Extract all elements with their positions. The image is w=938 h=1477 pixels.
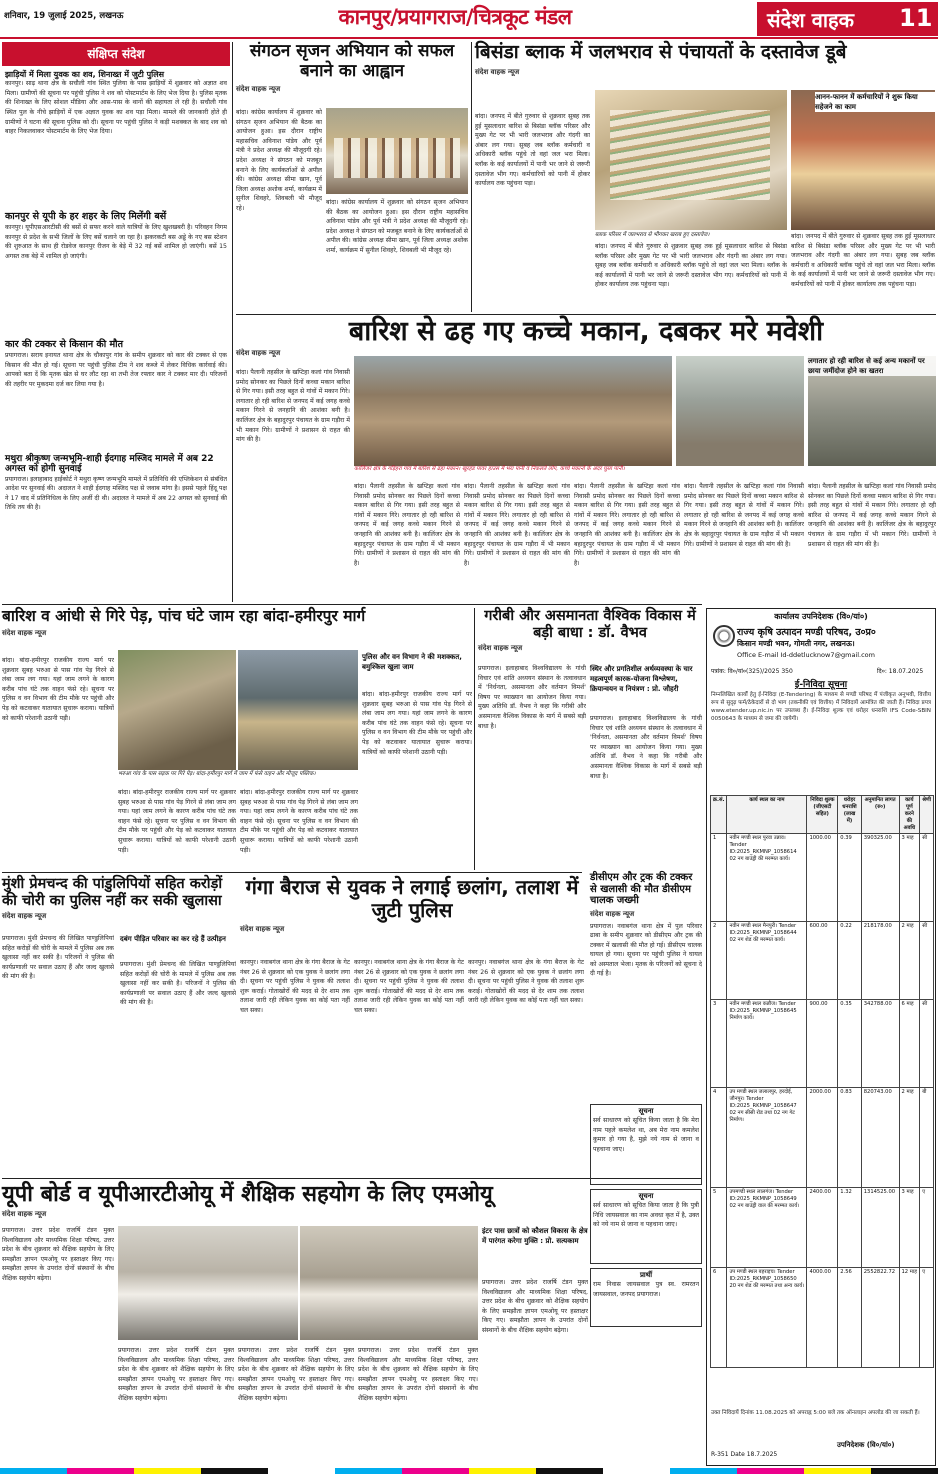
brief-item bbox=[5, 340, 227, 451]
article-road-jam bbox=[2, 608, 472, 870]
photo-caption: भरुआ गांव के पास सड़क पर गिरे पेड़। बांदा-हमीरपुर मार्ग में जाम में फंसे वाहन और मौजूद पब्लिक। bbox=[118, 771, 358, 778]
table-row bbox=[711, 1088, 934, 1188]
masthead bbox=[0, 0, 938, 38]
cell: 0.39 bbox=[838, 834, 861, 922]
article-text: बांदा। जनपद में बीते गुरुवार से शुक्रवार सुबह तक हुई मूसलाधार बारिश से बिसंडा ब्लॉक परिसर और मुख्य गेट पर भी भारी जलभराव और गंदगी का अंबार लग गया। सुबह जब ब्लॉक कर्मचारी व अधिकारी ब्लॉक पहुंचे तो वहां जल भरा मिला। ब्लॉक के कई कार्यालयों में पानी भर जाने से जरूरी दस्तावेज भीग गए। कर्मचारियों को पानी में होकर कार्यालय तक पहुंचना पड़ा। bbox=[475, 113, 590, 188]
col-header: क्र.सं. bbox=[711, 796, 727, 834]
notice-title: सूचना bbox=[638, 1192, 654, 1200]
section-rule bbox=[2, 604, 702, 605]
cell: नवीन मण्डी स्थल मैनपुरी। Tender ID:2025_RKMNP_1058644 02 नग शेड की मरम्मत कार्य। bbox=[727, 922, 807, 1000]
article-text-cont: बांदा। बांदा-हमीरपुर राजकीय राज्य मार्ग पर शुक्रवार सुबह भरुआ से पास गांव पेड़ गिरने से लंबा जाम लग गया। यहां जाम लगने के कारण करीब पांच घंटे तक वाहन फंसे रहे। सूचना पर पुलिस व वन विभाग की टीम मौके पर पहुंची और पेड़ को कटवाकर यातायात सुचारू कराया। यात्रियों को काफी परेशानी उठानी पड़ी। bbox=[118, 789, 236, 854]
page-number: 11 bbox=[899, 4, 933, 32]
fallen-tree-photo bbox=[118, 650, 236, 770]
cell: 1.32 bbox=[838, 1188, 861, 1268]
article-headline: बारिश व आंधी से गिरे पेड़, पांच घंटे जाम रहा बांदा-हमीरपुर मार्ग bbox=[2, 607, 366, 625]
side-headline: पुलिस और वन विभाग ने की मशक्कत, बमुश्किल खुला जाम bbox=[362, 653, 462, 671]
header-date: शनिवार, 19 जुलाई 2025, लखनऊ bbox=[4, 11, 124, 21]
brief-text: कानपुर। यूपीएसआरटीसी की बसों से सफर करने वाले यात्रियों के लिए खुशखबरी है। परिवहन निगम कानपुर से प्रदेश के सभी जिलों के लिए बसें चलाने जा रहा है। झकरकटी बस अड्डे के नए बस स्टेशन की शुरुआत के साथ ही रोडवेज कानपुर रीजन के बेड़े में 32 नई बसें शामिल हो जाएंगी। बसें 15 अगस्त तक बेड़े में शामिल हो जाएंगी। bbox=[5, 223, 227, 260]
article-dcm-accident bbox=[590, 872, 702, 1102]
col-header: धरोहर धनराशि (लाख में) bbox=[838, 796, 861, 834]
photo-caption: ब्लाक परिसर में जलभराव से भीगकर खराब हुए दस्तावेज। bbox=[595, 232, 787, 239]
article-text: प्रयागराज। उत्तर प्रदेश राजर्षि टंडन मुक्त विश्वविद्यालय और माध्यमिक शिक्षा परिषद, उत्तर प्रदेश के बीच शुक्रवार को शैक्षिक सहयोग के लिए समझौता ज्ञापन एमओयू पर हस्ताक्षर किए गए। समझौता ज्ञापन के उपरांत दोनों संस्थानों के बीच शैक्षिक सहयोग बढ़ेगा। bbox=[2, 1227, 114, 1282]
brief-title: संक्षिप्त संदेश bbox=[87, 47, 145, 61]
side-headline: स्थिर और प्रगतिशील अर्थव्यवस्था के चार महत्वपूर्ण कारक-योजना विश्लेषण, क्रियान्वयन व नियंत्रण : प्रो. जौहरी bbox=[590, 665, 693, 693]
brief-text: प्रयागराज। इलाहाबाद हाईकोर्ट ने मथुरा कृष्ण जन्मभूमि मामले में प्रतिनिधि की एप्लिकेशन से संबंधित आदेश पर सुनवाई की। अदालत ने शाही ईदगाह मस्जिद पक्ष से जवाब मांगा है। इससे पहले हिंदू पक्ष ने 17 वाद में प्रतिनिधित्व के लिए अर्जी दी थी। अदालत ने मामले में अब 22 अगस्त को सुनवाई की तिथि तय की है। bbox=[5, 475, 227, 512]
byline: संदेश वाहक न्यूज bbox=[590, 909, 635, 918]
cell: 0.22 bbox=[838, 922, 861, 1000]
byline: संदेश वाहक न्यूज bbox=[240, 925, 285, 933]
article-text-side: बांदा। पैलानी तहसील के खप्टिहा कलां गांव निवासी प्रमोद सोनकर का पिछले दिनों कच्चा मकान बारिश से गिर गया। इसी तरह बहुत से गांवों में मकान गिरे। लगातार हो रही बारिश से जनपद में कई जगह कच्चे मकान गिरने से जनहानि की आशंका बनी है। कालिंजर क्षेत्र के बहादुरपुर पंचायत के ग्राम गड़ौरा में भी मकान गिरे। ग्रामीणों ने प्रशासन से राहत की मांग की है। bbox=[808, 483, 936, 548]
article-text-cont: बांदा। पैलानी तहसील के खप्टिहा कलां गांव निवासी प्रमोद सोनकर का पिछले दिनों कच्चा मकान बारिश से गिर गया। इसी तरह बहुत से गांवों में मकान गिरे। लगातार हो रही बारिश से जनपद में कई जगह कच्चे मकान गिरने से जनहानि की आशंका बनी है। कालिंजर क्षेत्र के बहादुरपुर पंचायत के ग्राम गड़ौरा में भी मकान गिरे। ग्रामीणों ने प्रशासन से राहत की मांग की है। bbox=[354, 483, 460, 567]
brief-column bbox=[2, 42, 230, 602]
cell: 390325.00 bbox=[861, 834, 899, 922]
tender-ref: पत्रांक: वि०/यां०(325)/2025 350 bbox=[711, 668, 793, 675]
notice-text: सर्व साधारण को सूचित किया जाता है कि पुत्री निधि जायसवाल का नाम अवधा कृत में है, उक्त को नये नाम से जाना व पहचाना जाए। bbox=[593, 1202, 699, 1229]
side-headline: आनन-फानन में कर्मचारियों ने शुरू किया सहेजने का काम bbox=[815, 92, 935, 112]
documents-photo bbox=[595, 90, 787, 230]
byline: संदेश वाहक न्यूज bbox=[2, 628, 47, 637]
cell: सी bbox=[920, 922, 934, 1000]
column-divider bbox=[232, 42, 233, 602]
mou-group-photo bbox=[300, 1226, 478, 1340]
flooded-area-photo bbox=[676, 356, 804, 466]
article-text-side: प्रयागराज। इलाहाबाद विश्वविद्यालय के गांधी विचार एवं शांति अध्ययन संस्थान के तत्वावधान में 'निर्धनता, असमानता और वर्तमान विमर्श' विषय पर व्याख्यान का आयोजन किया गया। मुख्य अतिथि डॉ. वैभव ने कहा कि गरीबी और असमानता वैश्विक विकास के मार्ग में सबसे बड़ी बाधा है। bbox=[590, 715, 702, 780]
tender-body: निम्नलिखित कार्यों हेतु ई-निविदा (E-Tendering) के माध्यम से मण्डी परिषद में पंजीकृत अनुभवी, वित्तीय रूप से सुदृढ़ फर्म/ठेकेदारों से दो भाग (तकनीकी एवं वित्तीय) में निविदायें आमंत्रित की जाती हैं। निविदा प्रपत्र www.etender.up.nic.in पर उपलब्ध हैं। ई-निविदा शुल्क एवं धरोहर धनराशि IFS Code-SBIN 0050643 के माध्यम से जमा की जायेगी। bbox=[711, 692, 931, 722]
cell: 4000.00 bbox=[807, 1268, 838, 1368]
article-headline: बिसंडा ब्लाक में जलभराव से पंचायतों के दस्तावेज डूबे bbox=[475, 41, 847, 63]
byline: संदेश वाहक न्यूज bbox=[475, 67, 520, 76]
article-text-cont: कानपुर। नवाबगंज थाना क्षेत्र के गंगा बैराज के गेट नंबर 26 से शुक्रवार को एक युवक ने छलांग लगा दी। सूचना पर पहुंची पुलिस ने युवक की तलाश शुरू कराई। गोताखोरों की मदद से देर शाम तक तलाश जारी रही लेकिन युवक का कोई पता नहीं चल सका। bbox=[468, 959, 584, 1005]
article-text-cont: प्रयागराज। उत्तर प्रदेश राजर्षि टंडन मुक्त विश्वविद्यालय और माध्यमिक शिक्षा परिषद, उत्तर प्रदेश के बीच शुक्रवार को शैक्षिक सहयोग के लिए समझौता ज्ञापन एमओयू पर हस्ताक्षर किए गए। समझौता ज्ञापन के उपरांत दोनों संस्थानों के बीच शैक्षिक सहयोग बढ़ेगा। bbox=[118, 1347, 234, 1402]
article-text-side: बांदा। जनपद में बीते गुरुवार से शुक्रवार सुबह तक हुई मूसलाधार बारिश से बिसंडा ब्लॉक परिसर और मुख्य गेट पर भी भारी जलभराव और गंदगी का अंबार लग गया। सुबह जब ब्लॉक कर्मचारी व अधिकारी ब्लॉक पहुंचे तो वहां जल भरा मिला। ब्लॉक के कई कार्यालयों में पानी भर जाने से जरूरी दस्तावेज भीग गए। कर्मचारियों को पानी में होकर कार्यालय तक पहुंचना पड़ा। bbox=[791, 233, 935, 288]
cell: 900.00 bbox=[807, 1000, 838, 1088]
brief-headline: कार की टक्कर से किसान की मौत bbox=[5, 339, 124, 350]
article-ganga-barrage bbox=[240, 876, 584, 1176]
article-premchand-theft bbox=[2, 876, 236, 1176]
col-header: कार्य स्थल का नाम bbox=[727, 796, 807, 834]
brand-logo: संदेश वाहक bbox=[767, 8, 854, 32]
cell: 600.00 bbox=[807, 922, 838, 1000]
cell: 3 माह bbox=[899, 834, 920, 922]
byline: संदेश वाहक न्यूज bbox=[236, 85, 281, 94]
cell: 6 माह bbox=[899, 1000, 920, 1088]
article-text: बांदा। कांग्रेस कार्यालय में शुक्रवार को संगठन सृजन अभियान की बैठक का आयोजन हुआ। इस दौरान राष्ट्रीय महासचिव अविनाश पांडेय और पूर्व मंत्री ने प्रदेश अध्यक्ष की मौजूदगी रहे। प्रदेश अध्यक्ष ने संगठन को मजबूत बनाने के लिए कार्यकर्ताओं से अपील की। कांग्रेस अध्यक्ष सीमा खान, पूर्व जिला अध्यक्ष अशोक शर्मा, कार्यक्रम में सुनील शिवहरे, शिवबली भी मौजूद रहे। bbox=[236, 109, 322, 212]
brief-item bbox=[5, 70, 227, 199]
article-text: बांदा। बांदा-हमीरपुर राजकीय राज्य मार्ग पर शुक्रवार सुबह भरुआ से पास गांव पेड़ गिरने से लंबा जाम लग गया। यहां जाम लगने के कारण करीब पांच घंटे तक वाहन फंसे रहे। सूचना पर पुलिस व वन विभाग की टीम मौके पर पहुंची और पेड़ को कटवाकर यातायात सुचारू कराया। यात्रियों को काफी परेशानी उठानी पड़ी। bbox=[2, 657, 114, 722]
article-text-cont: प्रयागराज। उत्तर प्रदेश राजर्षि टंडन मुक्त विश्वविद्यालय और माध्यमिक शिक्षा परिषद, उत्तर प्रदेश के बीच शुक्रवार को शैक्षिक सहयोग के लिए समझौता ज्ञापन एमओयू पर हस्ताक्षर किए गए। समझौता ज्ञापन के उपरांत दोनों संस्थानों के बीच शैक्षिक सहयोग बढ़ेगा। bbox=[238, 1347, 354, 1402]
cell: 2.56 bbox=[838, 1268, 861, 1368]
tender-table-wrap bbox=[710, 795, 934, 1368]
col-header: अनुमानित लागत (रु०) bbox=[861, 796, 899, 834]
cell: 2 माह bbox=[899, 1088, 920, 1188]
article-text-cont: बांदा। बांदा-हमीरपुर राजकीय राज्य मार्ग पर शुक्रवार सुबह भरुआ से पास गांव पेड़ गिरने से लंबा जाम लग गया। यहां जाम लगने के कारण करीब पांच घंटे तक वाहन फंसे रहे। सूचना पर पुलिस व वन विभाग की टीम मौके पर पहुंची और पेड़ को कटवाकर यातायात सुचारू कराया। यात्रियों को काफी परेशानी उठानी पड़ी। bbox=[240, 789, 358, 854]
article-headline: गरीबी और असमानता वैश्विक विकास में बड़ी बाधा : डॉ. वैभव bbox=[484, 608, 696, 641]
notice-text: राम निवास जायसवाल पुत्र स्व. रामरतन जायसवाल, जनपद प्रयागराज। bbox=[593, 1281, 699, 1298]
tender-office: कार्यालय उपनिदेशक (वि०/यां०) bbox=[774, 612, 868, 621]
side-headline: इंटर पास छात्रों को कौशल विकास के क्षेत्र में पारंगत करेगा मुक्ति : प्रो. सत्यकाम bbox=[482, 1227, 588, 1245]
article-headline: डीसीएम और ट्रक की टक्कर से खलासी की मौत डीसीएम चालक जख्मी bbox=[590, 872, 693, 906]
cell: बी bbox=[920, 1088, 934, 1188]
side-headline: लगातार हो रही बारिश से कई अन्य मकानों पर छाया जमींदोज होने का खतरा bbox=[808, 356, 936, 376]
cell: ए bbox=[920, 1188, 934, 1268]
brief-headline: कानपुर से यूपी के हर शहर के लिए मिलेंगी बसें bbox=[5, 211, 167, 222]
byline: संदेश वाहक न्यूज bbox=[2, 912, 47, 921]
article-text: प्रयागराज। इलाहाबाद विश्वविद्यालय के गांधी विचार एवं शांति अध्ययन संस्थान के तत्वावधान में 'निर्धनता, असमानता और वर्तमान विमर्श' विषय पर व्याख्यान का आयोजन किया गया। मुख्य अतिथि डॉ. वैभव ने कहा कि गरीबी और असमानता वैश्विक विकास के मार्ग में सबसे बड़ी बाधा है। bbox=[478, 665, 586, 730]
header-rule bbox=[0, 37, 938, 39]
mou-signing-photo bbox=[118, 1226, 298, 1340]
notice-box bbox=[590, 1189, 702, 1264]
brand-box bbox=[757, 2, 938, 36]
article-text-cont: कानपुर। नवाबगंज थाना क्षेत्र के गंगा बैराज के गेट नंबर 26 से शुक्रवार को एक युवक ने छलांग लगा दी। सूचना पर पहुंची पुलिस ने युवक की तलाश शुरू कराई। गोताखोरों की मदद से देर शाम तक तलाश जारी रही लेकिन युवक का कोई पता नहीं चल सका। bbox=[354, 959, 464, 1014]
table-row bbox=[711, 1268, 934, 1368]
article-headline: यूपी बोर्ड व यूपीआरटीओयू में शैक्षिक सहयोग के लिए एमओयू bbox=[2, 1182, 493, 1207]
table-row bbox=[711, 834, 934, 922]
cell: 3 bbox=[711, 1000, 727, 1088]
cell: 5 bbox=[711, 1188, 727, 1268]
article-congress-meeting bbox=[236, 42, 468, 312]
color-registration-strip bbox=[0, 1468, 938, 1474]
tender-table bbox=[710, 795, 934, 1368]
group-photo bbox=[326, 108, 468, 194]
article-text: कानपुर। नवाबगंज थाना क्षेत्र के गंगा बैराज के गेट नंबर 26 से शुक्रवार को एक युवक ने छलांग लगा दी। सूचना पर पहुंची पुलिस ने युवक की तलाश शुरू कराई। गोताखोरों की मदद से देर शाम तक तलाश जारी रही लेकिन युवक का कोई पता नहीं चल सका। bbox=[240, 959, 350, 1014]
article-text: बांदा। पैलानी तहसील के खप्टिहा कलां गांव निवासी प्रमोद सोनकर का पिछले दिनों कच्चा मकान बारिश से गिर गया। इसी तरह बहुत से गांवों में मकान गिरे। लगातार हो रही बारिश से जनपद में कई जगह कच्चे मकान गिरने से जनहानि की आशंका बनी है। कालिंजर क्षेत्र के बहादुरपुर पंचायत के ग्राम गड़ौरा में भी मकान गिरे। ग्रामीणों ने प्रशासन से राहत की मांग की है। bbox=[236, 369, 350, 444]
column-divider bbox=[474, 608, 475, 870]
tender-address: किसान मण्डी भवन, गोमती नगर, लखनऊ। bbox=[737, 639, 855, 648]
notice-box bbox=[590, 1268, 702, 1327]
cell: 2400.00 bbox=[807, 1188, 838, 1268]
cell: 0.83 bbox=[838, 1088, 861, 1188]
cell: 3 माह bbox=[899, 1188, 920, 1268]
cell: 218178.00 bbox=[861, 922, 899, 1000]
table-row bbox=[711, 1000, 934, 1088]
article-houses-collapse bbox=[236, 316, 936, 602]
article-headline: गंगा बैराज से युवक ने लगाई छलांग, तलाश में जुटी पुलिस bbox=[245, 875, 579, 922]
cell: सी bbox=[920, 834, 934, 922]
tender-date: दि०: 18.07.2025 bbox=[877, 668, 924, 675]
cell: सी bbox=[920, 1000, 934, 1088]
collapsed-house-photo bbox=[354, 356, 672, 466]
col-header: श्रेणी bbox=[920, 796, 934, 834]
cell: नवीन मण्डी स्थल कन्नौज। Tender ID:2025_RKMNP_1058645 निर्माण कार्य। bbox=[727, 1000, 807, 1088]
col-header: निविदा शुल्क (जीएसटी सहित) bbox=[807, 796, 838, 834]
article-text-cont: बांदा। पैलानी तहसील के खप्टिहा कलां गांव निवासी प्रमोद सोनकर का पिछले दिनों कच्चा मकान बारिश से गिर गया। इसी तरह बहुत से गांवों में मकान गिरे। लगातार हो रही बारिश से जनपद में कई जगह कच्चे मकान गिरने से जनहानि की आशंका बनी है। कालिंजर क्षेत्र के बहादुरपुर पंचायत के ग्राम गड़ौरा में भी मकान गिरे। ग्रामीणों ने प्रशासन से राहत की मांग की है। bbox=[574, 483, 680, 567]
cell: 0.35 bbox=[838, 1000, 861, 1088]
tender-signature: उपनिदेशक (वि०/यां०) bbox=[837, 1441, 895, 1449]
article-text: प्रयागराज। मुंशी प्रेमचन्द की लिखित पाण्डुलिपियां सहित करोड़ों की चोरी के मामले में पुलिस अब तक खुलासा नहीं कर सकी है। परिजनों ने पुलिस की कार्यप्रणाली पर सवाल उठाए हैं और जल्द खुलासे की मांग की है। bbox=[2, 935, 114, 981]
tender-footer-text: उक्त निविदायें दिनांक 11.08.2025 को अपराह्न 5:00 बजे तक ऑनलाइन अपलोड की जा सकती हैं। bbox=[711, 1410, 920, 1416]
notice-title: सूचना bbox=[638, 1107, 654, 1115]
brief-item bbox=[5, 454, 227, 593]
article-text-side: प्रयागराज। मुंशी प्रेमचन्द की लिखित पाण्डुलिपियां सहित करोड़ों की चोरी के मामले में पुलिस अब तक खुलासा नहीं कर सकी है। परिजनों ने पुलिस की कार्यप्रणाली पर सवाल उठाए हैं और जल्द खुलासे की मांग की है। bbox=[120, 961, 236, 1007]
article-text: प्रयागराज। नवाबगंज थाना क्षेत्र में पुल परिवार ढाबा के समीप शुक्रवार को डीसीएम और ट्रक की टक्कर में खलासी की मौत हो गई। डीसीएम चालक घायल हो गया। सूचना पर पहुंची पुलिस ने घायल को अस्पताल भेजा। मृतक के परिजनों को सूचना दे दी गई है। bbox=[590, 922, 702, 978]
cell: 1314525.00 bbox=[861, 1188, 899, 1268]
col-header: कार्य पूर्ण करने की अवधि bbox=[899, 796, 920, 834]
cell: उप मण्डी स्थल बहराइच। Tender ID:2025_RKMNP_1058650 20 नग शेड की मरम्मत तथा अन्य कार्य। bbox=[727, 1268, 807, 1368]
photo-caption: कालिंजर क्षेत्र के गड़िहरा गांव में बारिश से ढहा मकान। खुरहंड पावर हाउस में भरा पानी व निकलते लोग, कच्चे मकानों के अंदर घुसा पानी। bbox=[354, 466, 804, 473]
notice-text: सर्व साधारण को सूचित किया जाता है कि मेरा नाम पहले कमलेश था, अब मेरा नाम कमलेश कुमार हो गया है, मुझे नये नाम से जाना व पहचाना जाए। bbox=[593, 1117, 699, 1153]
brief-headline: मथुरा श्रीकृष्ण जन्मभूमि-शाही ईदगाह मस्जिद मामले में अब 22 अगस्त को होगी सुनवाई bbox=[5, 454, 214, 475]
mandi-logo bbox=[713, 625, 735, 647]
cell: 1 bbox=[711, 834, 727, 922]
byline: संदेश वाहक न्यूज bbox=[478, 644, 523, 653]
cell: उपमण्डी स्थल लालगंज। Tender ID:2025_RKMNP_1058649 02 नग बाउंड्री वाल की मरम्मत कार्य। bbox=[727, 1188, 807, 1268]
cell: 4 bbox=[711, 1088, 727, 1188]
cell: 342788.00 bbox=[861, 1000, 899, 1088]
traffic-jam-photo bbox=[238, 650, 358, 770]
notice-box bbox=[590, 1104, 702, 1185]
byline: संदेश वाहक न्यूज bbox=[236, 349, 281, 358]
cell: 12 माह bbox=[899, 1268, 920, 1368]
article-text-side: प्रयागराज। उत्तर प्रदेश राजर्षि टंडन मुक्त विश्वविद्यालय और माध्यमिक शिक्षा परिषद, उत्तर प्रदेश के बीच शुक्रवार को शैक्षिक सहयोग के लिए समझौता ज्ञापन एमओयू पर हस्ताक्षर किए गए। समझौता ज्ञापन के उपरांत दोनों संस्थानों के बीच शैक्षिक सहयोग बढ़ेगा। bbox=[482, 1279, 588, 1334]
cell: 2 माह bbox=[899, 922, 920, 1000]
cell: नवीन मण्डी स्थल पुरवा उन्नाव। Tender ID:2025_RKMNP_1058614 02 नग बाउंड्री की मरम्मत कार्य। bbox=[727, 834, 807, 922]
byline: संदेश वाहक न्यूज bbox=[2, 1210, 47, 1219]
tender-notice bbox=[706, 608, 936, 1466]
brief-headline: झाड़ियों में मिला युवक का शव, शिनाख्त में जुटी पुलिस bbox=[5, 70, 165, 79]
article-text-cont: बांदा। पैलानी तहसील के खप्टिहा कलां गांव निवासी प्रमोद सोनकर का पिछले दिनों कच्चा मकान बारिश से गिर गया। इसी तरह बहुत से गांवों में मकान गिरे। लगातार हो रही बारिश से जनपद में कई जगह कच्चे मकान गिरने से जनहानि की आशंका बनी है। कालिंजर क्षेत्र के बहादुरपुर पंचायत के ग्राम गड़ौरा में भी मकान गिरे। ग्रामीणों ने प्रशासन से राहत की मांग की है। bbox=[464, 483, 570, 567]
brief-item bbox=[5, 212, 227, 333]
article-headline: मुंशी प्रेमचन्द की पांडुलिपियों सहित करोड़ों की चोरी का पुलिस नहीं कर सकी खुलासा bbox=[2, 876, 223, 909]
tender-email: Office E-mail Id-ddetlucknow7@gmail.com bbox=[737, 651, 875, 659]
article-bisanda bbox=[475, 42, 935, 312]
article-headline: संगठन सृजन अभियान को सफल बनाने का आह्वान bbox=[249, 41, 455, 81]
column-divider bbox=[471, 42, 472, 312]
cell: 820743.00 bbox=[861, 1088, 899, 1188]
article-text-cont: बांदा। कांग्रेस कार्यालय में शुक्रवार को संगठन सृजन अभियान की बैठक का आयोजन हुआ। इस दौरान राष्ट्रीय महासचिव अविनाश पांडेय और पूर्व मंत्री ने प्रदेश अध्यक्ष की मौजूदगी रहे। प्रदेश अध्यक्ष ने संगठन को मजबूत बनाने के लिए कार्यकर्ताओं से अपील की। कांग्रेस अध्यक्ष सीमा खान, पूर्व जिला अध्यक्ष अशोक शर्मा, कार्यक्रम में सुनील शिवहरे, शिवबली भी मौजूद रहे। bbox=[326, 199, 468, 254]
article-text-cont: बांदा। जनपद में बीते गुरुवार से शुक्रवार सुबह तक हुई मूसलाधार बारिश से बिसंडा ब्लॉक परिसर और मुख्य गेट पर भी भारी जलभराव और गंदगी का अंबार लग गया। सुबह जब ब्लॉक कर्मचारी व अधिकारी ब्लॉक पहुंचे तो वहां जल भरा मिला। ब्लॉक के कई कार्यालयों में पानी भर जाने से जरूरी दस्तावेज भीग गए। कर्मचारियों को पानी में होकर कार्यालय तक पहुंचना पड़ा। bbox=[595, 243, 787, 289]
article-text-cont: प्रयागराज। उत्तर प्रदेश राजर्षि टंडन मुक्त विश्वविद्यालय और माध्यमिक शिक्षा परिषद, उत्तर प्रदेश के बीच शुक्रवार को शैक्षिक सहयोग के लिए समझौता ज्ञापन एमओयू पर हस्ताक्षर किए गए। समझौता ज्ञापन के उपरांत दोनों संस्थानों के बीच शैक्षिक सहयोग बढ़ेगा। bbox=[358, 1347, 478, 1402]
brief-text: प्रयागराज। सराय इनायत थाना क्षेत्र के चौकापुर गांव के समीप शुक्रवार को कार की टक्कर से एक किसान की मौत हो गई। सूचना पर पहुंची पुलिस टीम ने शव कब्जे में लेकर विधिक कार्रवाई की। आपको बता दें कि मृतक खेत से घर लौट रहा था तभी तेज रफ्तार कार ने टक्कर मार दी। परिजनों की तहरीर पर मुकदमा दर्ज कर लिया गया है। bbox=[5, 351, 227, 388]
section-rule bbox=[2, 872, 582, 873]
cell: 2 bbox=[711, 922, 727, 1000]
notice-title: प्रार्थी bbox=[639, 1271, 653, 1279]
table-row bbox=[711, 1188, 934, 1268]
brief-text: कानपुर। साढ़ थाना क्षेत्र के सचौली गांव स्थित पुलिया के पास झाड़ियों में शुक्रवार को अज्ञात शव मिला। ग्रामीणों की सूचना पर पहुंची पुलिस ने शव को पोस्टमार्टम के लिए भेज दिया है। पुलिस मृतक की शिनाख्त के लिए सोशल मीडिया और आस-पास के थानों की सहायता ले रही है। सचौली गांव स्थित पुल के नीचे झाड़ियों में एक अज्ञात युवक का शव पड़ा मिला। मामले की जानकारी होते ही ग्रामीणों ने घटना की सूचना पुलिस को दी। सूचना पर पहुंची पुलिस ने कड़ी मशक्कत के बाद शव को बाहर निकलवाकर पोस्टमार्टम के लिए भेज दिया। bbox=[5, 80, 227, 136]
tender-heading: ई-निविदा सूचना bbox=[794, 680, 848, 690]
table-row bbox=[711, 922, 934, 1000]
cell: 2552822.72 bbox=[861, 1268, 899, 1368]
tender-org: राज्य कृषि उत्पादन मण्डी परिषद, उ०प्र० bbox=[737, 627, 876, 638]
side-headline: दबंग पीड़ित परिवार का कर रहे हैं उत्पीड़न bbox=[120, 935, 226, 943]
article-headline: बारिश से ढह गए कच्चे मकान, दबकर मरे मवेशी bbox=[348, 316, 824, 347]
tender-rno: R-351 Date 18.7.2025 bbox=[711, 1451, 778, 1458]
cell: 1000.00 bbox=[807, 834, 838, 922]
cell: 6 bbox=[711, 1268, 727, 1368]
brief-title-bar bbox=[2, 42, 230, 66]
header-region: कानपुर/प्रयागराज/चित्रकूट मंडल bbox=[338, 5, 572, 29]
cell: 2000.00 bbox=[807, 1088, 838, 1188]
notices-column bbox=[590, 1104, 702, 1464]
article-text-cont: बांदा। पैलानी तहसील के खप्टिहा कलां गांव निवासी प्रमोद सोनकर का पिछले दिनों कच्चा मकान बारिश से गिर गया। इसी तरह बहुत से गांवों में मकान गिरे। लगातार हो रही बारिश से जनपद में कई जगह कच्चे मकान गिरने से जनहानि की आशंका बनी है। कालिंजर क्षेत्र के बहादुरपुर पंचायत के ग्राम गड़ौरा में भी मकान गिरे। ग्रामीणों ने प्रशासन से राहत की मांग की है। bbox=[684, 483, 804, 548]
section-rule bbox=[236, 314, 936, 315]
article-mou bbox=[2, 1182, 588, 1464]
cell: उप मण्डी स्थल जलालपुर, हरदोई, जौनपुर। Tender ID:2025_RKMNP_1058647 02 नग सीसी रोड तथा 02 नग गेट निर्माण। bbox=[727, 1088, 807, 1188]
cell: ए bbox=[920, 1268, 934, 1368]
article-poverty-lecture bbox=[478, 608, 702, 870]
article-text-side: बांदा। बांदा-हमीरपुर राजकीय राज्य मार्ग पर शुक्रवार सुबह भरुआ से पास गांव पेड़ गिरने से लंबा जाम लग गया। यहां जाम लगने के कारण करीब पांच घंटे तक वाहन फंसे रहे। सूचना पर पुलिस व वन विभाग की टीम मौके पर पहुंची और पेड़ को कटवाकर यातायात सुचारू कराया। यात्रियों को काफी परेशानी उठानी पड़ी। bbox=[362, 691, 472, 756]
